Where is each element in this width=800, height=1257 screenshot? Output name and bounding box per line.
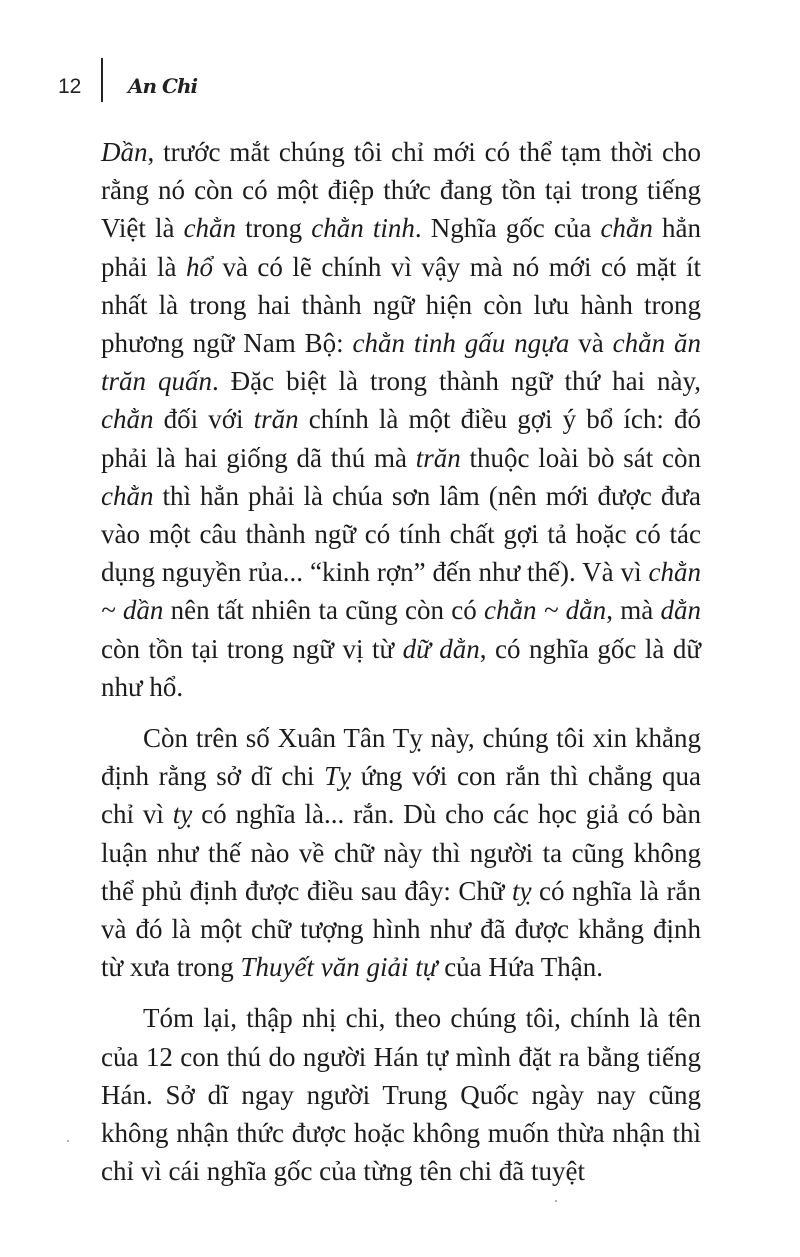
italic-term: chằn ~ dằn	[484, 595, 607, 626]
italic-term: trăn	[415, 442, 461, 473]
italic-term: Tỵ	[324, 761, 352, 792]
text-run: Tóm lại, thập nhị chi, theo chúng tôi, chính là tên của 12 con thú do người Hán tự mình đặt ra bằng tiếng Hán. Sở dĩ ngay người Trung Quốc ngày nay cũng không nhận thức được hoặc không muốn thừa nhận thì chỉ vì cái nghĩa gốc của từng tên chi đã tuyệt	[101, 1003, 701, 1187]
text-run: và có lẽ chính vì vậy mà nó mới có mặt ít nhất là trong hai thành ngữ hiện còn lưu hành trong phương ngữ Nam Bộ:	[101, 251, 701, 359]
italic-term: hổ	[185, 251, 213, 282]
text-run: trong	[236, 213, 312, 244]
text-run: của Hứa Thận.	[437, 952, 604, 983]
text-run: thuộc loài bò sát còn	[460, 442, 701, 473]
paragraph	[101, 133, 701, 706]
italic-term: chằn tinh gấu ngựa	[352, 328, 570, 359]
italic-term: chằn ăn trăn quấn	[101, 328, 702, 397]
italic-term: chằn	[600, 213, 653, 244]
italic-term: chằn ~ dần	[101, 557, 701, 626]
italic-term: chằn tinh	[311, 213, 415, 244]
italic-term: Thuyết văn giải tự	[240, 952, 438, 983]
text-run: ứng với con rắn thì chẳng qua chỉ vì	[101, 761, 702, 830]
italic-term: dữ dằn	[402, 633, 480, 664]
italic-term: chằn	[101, 480, 154, 511]
text-run: . Đặc biệt là trong thành ngữ thứ hai này,	[211, 366, 701, 397]
text-run: thì hẳn phải là chúa sơn lâm (nên mới được đưa vào một câu thành ngữ có tính chất gợi tả hoặc có tác dụng nguyền rủa... “kinh rợn” đến như thế). Và vì	[101, 480, 701, 588]
print-speck	[67, 1140, 69, 1142]
italic-term: tỵ	[512, 875, 532, 906]
paragraph	[101, 999, 701, 1190]
text-run: , có nghĩa gốc là dữ như hổ.	[101, 633, 701, 702]
paragraph	[101, 719, 701, 986]
running-author: An Chi	[128, 74, 198, 98]
body-text	[101, 133, 701, 1190]
page-number: 12	[58, 75, 82, 98]
italic-term: trăn	[253, 404, 299, 435]
text-run: hẳn phải là	[101, 213, 702, 282]
text-run: có nghĩa là... rắn. Dù cho các học giả có bàn luận như thế nào về chữ này thì người ta cũng không thể phủ định được điều sau đây: Chữ	[101, 799, 701, 906]
text-run: nên tất nhiên ta cũng còn có	[163, 595, 485, 626]
text-run: có nghĩa là rắn và đó là một chữ tượng hình như đã được khẳng định từ xưa trong	[101, 875, 701, 983]
italic-term: chằn	[183, 213, 237, 244]
italic-term: chằn	[101, 404, 154, 435]
italic-term: Dần	[101, 137, 148, 167]
text-run: chính là một điều gợi ý bổ ích: đó phải là hai giống dã thú mà	[101, 404, 701, 473]
text-run: , trước mắt chúng tôi chỉ mới có thể tạm thời cho rằng nó còn có một điệp thức đang tồn tại trong tiếng Việt là	[101, 137, 701, 244]
italic-term: tỵ	[172, 799, 193, 830]
header-divider	[101, 58, 103, 102]
print-speck	[555, 1200, 557, 1202]
text-run: . Nghĩa gốc của	[414, 213, 601, 244]
running-header	[0, 58, 800, 108]
text-run: , mà	[606, 595, 661, 626]
text-run: còn tồn tại trong ngữ vị từ	[101, 633, 403, 664]
italic-term: dằn	[660, 595, 701, 626]
text-run: Còn trên số Xuân Tân Tỵ này, chúng tôi xin khẳng định rằng sở dĩ chi	[101, 723, 701, 792]
text-run: đối với	[153, 404, 254, 435]
text-run: và	[569, 328, 613, 359]
